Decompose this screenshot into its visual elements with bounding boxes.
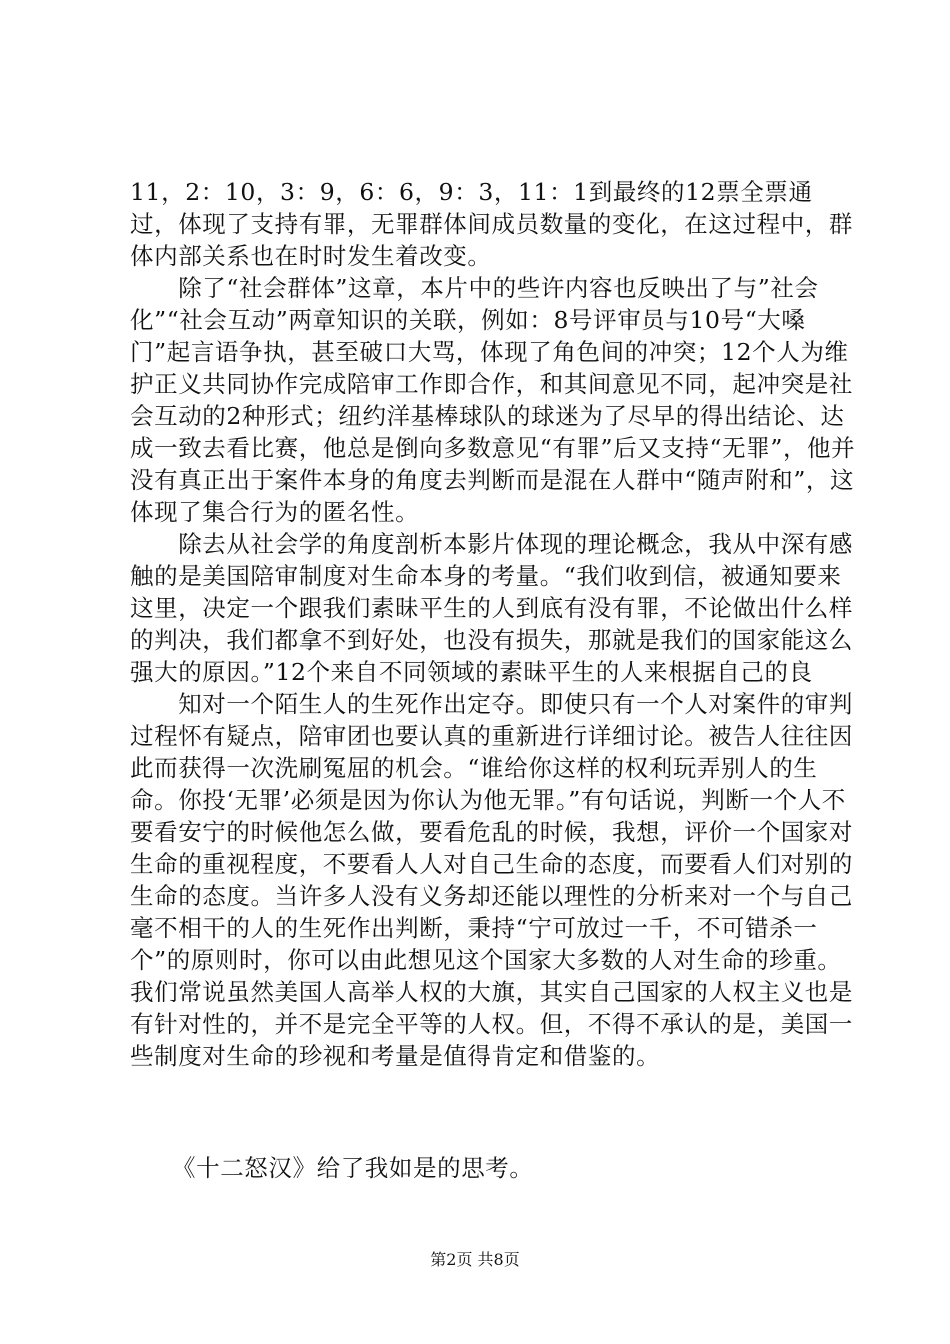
paragraph: 除了“社会群体”这章，本片中的些许内容也反映出了与”社会化”“社会互动”两章知识的关联，例如：8号评审员与10号“大嗓门”起言语争执，甚至破口大骂，体现了角色间的冲突；12个人为维护正义共同协作完成陪审工作即合作，和其间意见不同，起冲突是社会互动的2种形式；纽约洋基棒球队的球迷为了尽早的得出结论、达成一致去看比赛，他总是倒向多数意见“有罪”后又支持“无罪”，他并没有真正出于案件本身的角度去判断而是混在人群中“随声附和”，这体现了集合行为的匿名性。 (130, 274, 856, 526)
paragraph: 知对一个陌生人的生死作出定夺。即使只有一个人对案件的审判过程怀有疑点，陪审团也要认真的重新进行详细讨论。被告人往往因此而获得一次洗刷冤屈的机会。“谁给你这样的权利玩弄别人的生命。你投‘无罪’必须是因为你认为他无罪。”有句话说，判断一个人不要看安宁的时候他怎么做，要看危乱的时候，我想，评价一个国家对生命的重视程度，不要看人人对自己生命的态度，而要看人们对别的生命的态度。当许多人没有义务却还能以理性的分析来对一个与自己毫不相干的人的生死作出判断，秉持“宁可放过一千，不可错杀一个”的原则时，你可以由此想见这个国家大多数的人对生命的珍重。我们常说虽然美国人高举人权的大旗，其实自己国家的人权主义也是有针对性的，并不是完全平等的人权。但，不得不承认的是，美国一些制度对生命的珍视和考量是值得肯定和借鉴的。 (130, 690, 853, 1070)
paragraph: 除去从社会学的角度剖析本影片体现的理论概念，我从中深有感触的是美国陪审制度对生命本身的考量。“我们收到信，被通知要来这里，决定一个跟我们素昧平生的人到底有没有罪，不论做出什么样的判决，我们都拿不到好处，也没有损失，那就是我们的国家能这么强大的原因。”12个来自不同领域的素昧平生的人来根据自己的良 (130, 530, 853, 686)
paragraph: 11，2：10，3：9，6：6，9：3，11：1到最终的12票全票通过，体现了支持有罪，无罪群体间成员数量的变化，在这过程中，群体内部关系也在时时发生着改变。 (130, 178, 853, 270)
page-footer: 第2页 共8页 (430, 1250, 520, 1269)
document-body (130, 176, 860, 1072)
closing-line: 《十二怒汉》给了我如是的思考。 (172, 1154, 534, 1182)
